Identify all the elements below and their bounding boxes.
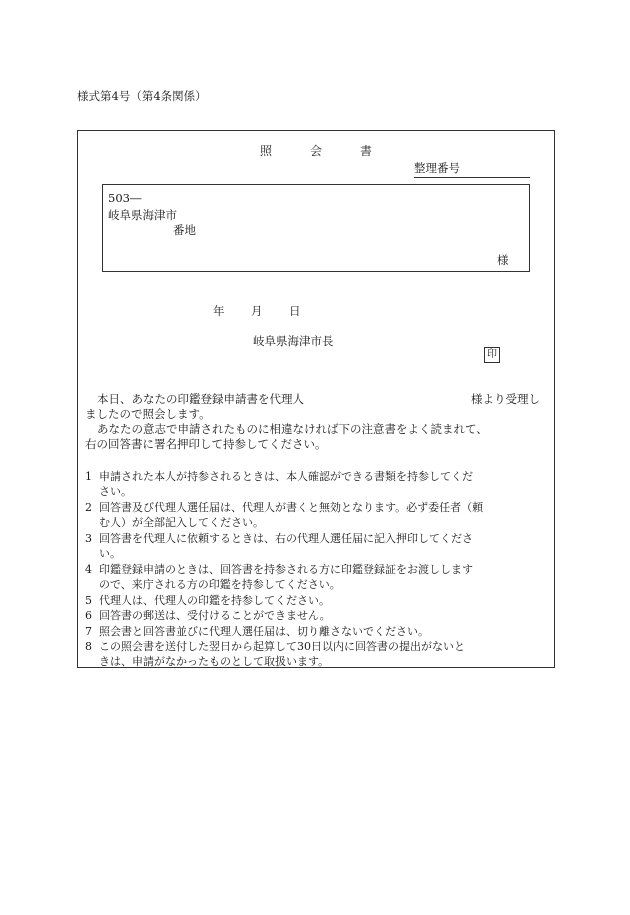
note-num: 7 [85, 625, 92, 638]
note-line-2: さい。 [99, 485, 132, 498]
intro-paragraph-1 [85, 392, 551, 422]
document-title [260, 142, 410, 159]
note-item-8 [85, 639, 553, 669]
note-line-1: この照会書を送付した翌日から起算して30日以内に回答書の提出がないと [99, 640, 465, 653]
note-item-5 [85, 593, 553, 608]
title-char-1: 照 [260, 144, 273, 158]
note-item-7 [85, 624, 553, 639]
mayor-name: 岐阜県海津市長 [253, 334, 334, 348]
note-item-4 [85, 562, 553, 592]
note-line-1: 照会書と回答書並びに代理人選任届は、切り離さないでください。 [99, 625, 429, 638]
intro-line-3: あなたの意志で申請されたものに相違なければ下の注意書をよく読まれて、 [97, 422, 488, 436]
note-num: 8 [85, 640, 92, 653]
title-char-3: 書 [360, 144, 373, 158]
intro-line-1b: 様より受理し [471, 392, 540, 406]
date-line [213, 303, 301, 319]
intro-line-2: ましたので照会します。 [85, 407, 211, 421]
note-item-1 [85, 469, 553, 499]
intro-line-4: 右の回答書に署名押印して持参してください。 [85, 437, 327, 451]
note-line-1: 回答書の郵送は、受付けることができません。 [99, 609, 331, 622]
note-item-2 [85, 500, 553, 530]
address-banchi: 番地 [173, 223, 196, 237]
intro-line-1a: 本日、あなたの印鑑登録申請書を代理人 [97, 392, 304, 406]
date-month: 月 [251, 304, 263, 318]
intro-paragraph-2 [85, 422, 551, 452]
seal-stamp-box: 印 [484, 347, 500, 363]
note-line-1: 回答書を代理人に依頼するときは、右の代理人選任届に記入押印してくださ [99, 532, 473, 545]
note-line-2: きは、申請がなかったものとして取扱います。 [99, 655, 330, 668]
note-num: 6 [85, 609, 92, 622]
note-line-2: い。 [99, 547, 121, 560]
address-city: 岐阜県海津市 [108, 208, 177, 222]
title-char-2: 会 [310, 144, 323, 158]
note-line-1: 回答書及び代理人選任届は、代理人が書くと無効となります。必ず委任者（頼 [99, 501, 484, 514]
note-line-2: ので、来庁される方の印鑑を持参してください。 [99, 578, 341, 591]
reference-number-label: 整理番号 [414, 160, 530, 178]
note-item-3 [85, 531, 553, 561]
note-line-1: 代理人は、代理人の印鑑を持参してください。 [99, 594, 330, 607]
date-year: 年 [213, 304, 225, 318]
form-number-label: 様式第4号（第4条関係） [77, 89, 207, 103]
address-box [102, 184, 530, 272]
date-day: 日 [289, 304, 301, 318]
note-num: 5 [85, 594, 92, 607]
note-num: 2 [85, 501, 92, 514]
postal-code: 503― [108, 191, 142, 205]
note-num: 3 [85, 532, 92, 545]
note-num: 1 [85, 470, 92, 483]
note-line-1: 印鑑登録申請のときは、回答書を持参される方に印鑑登録証をお渡しします [99, 563, 473, 576]
note-num: 4 [85, 563, 92, 576]
note-item-6 [85, 608, 553, 623]
note-line-1: 申請された本人が持参されるときは、本人確認ができる書類を持参してくだ [99, 470, 473, 483]
note-line-2: む人）が全部記入してください。 [99, 516, 264, 529]
address-honorific: 様 [497, 253, 509, 267]
